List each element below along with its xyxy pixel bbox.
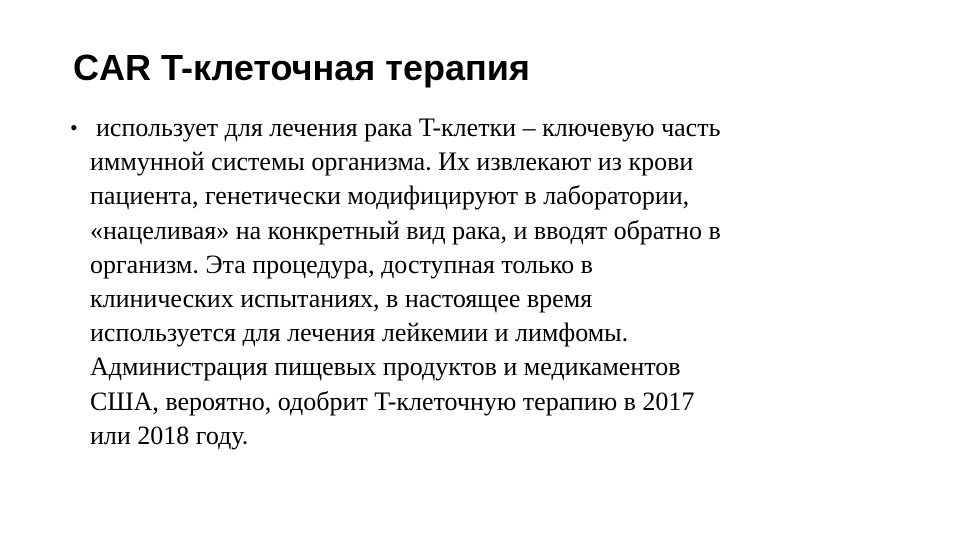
- bullet-text-line: Администрация пищевых продуктов и медикаментов: [90, 352, 681, 382]
- slide-title: CAR T-клеточная терапия: [73, 47, 530, 88]
- bullet-item: [70, 111, 890, 453]
- bullet-text-line: клинических испытаниях, в настоящее время: [90, 284, 593, 314]
- bullet-text-line: иммунной системы организма. Их извлекают из крови: [90, 147, 694, 177]
- bullet-text-line: используется для лечения лейкемии и лимфомы.: [90, 318, 629, 348]
- bullet-text-line: или 2018 году.: [90, 420, 249, 450]
- bullet-text-line: «нацеливая» на конкретный вид рака, и вводят обратно в: [90, 215, 721, 245]
- bullet-text-line: пациента, генетически модифицируют в лаборатории,: [90, 181, 690, 211]
- bullet-text-line: использует для лечения рака T-клетки – ключевую часть: [96, 113, 721, 142]
- slide-body: [70, 111, 890, 453]
- bullet-text-line: США, вероятно, одобрит T-клеточную терапию в 2017: [90, 386, 695, 416]
- bullet-text-line: организм. Эта процедура, доступная только в: [90, 249, 593, 279]
- bullet-text: [90, 111, 890, 453]
- bullet-dot-icon: •: [70, 115, 78, 140]
